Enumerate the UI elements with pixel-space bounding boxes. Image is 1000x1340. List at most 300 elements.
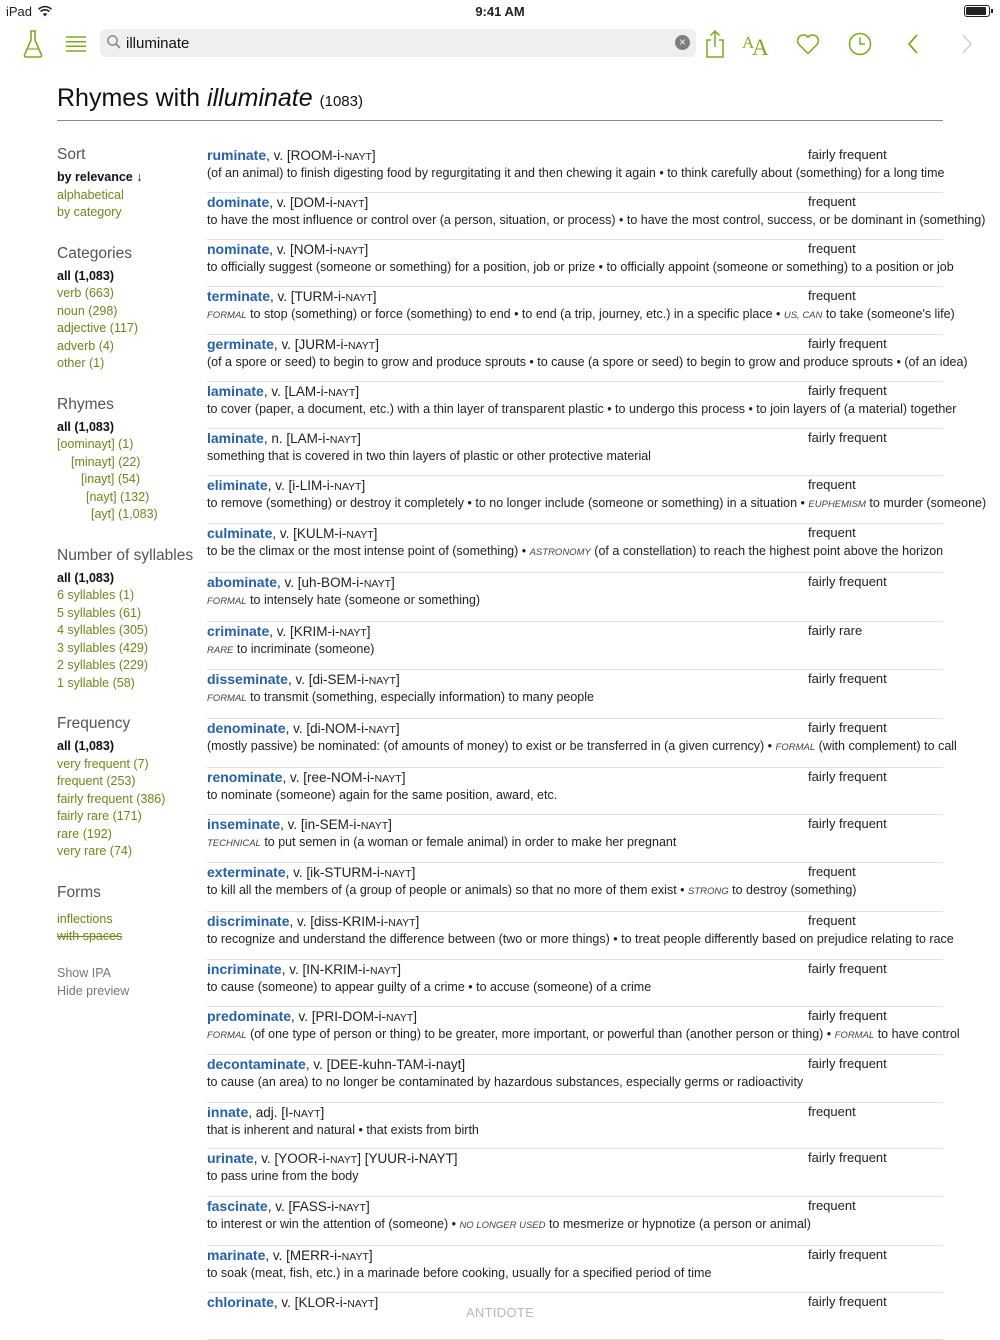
definition-text: (of an animal) to finish digesting food by regurgitating it and then chewing it again • to think carefully about (something) for a long time [207, 166, 945, 180]
entry-headword: dominate, v. [DOM-i-NAYT] [207, 193, 369, 210]
part-of-speech: v. [287, 817, 298, 833]
result-row[interactable] [207, 1197, 943, 1246]
pronunciation: FASS-i- [292, 1198, 339, 1214]
rhyme-filter[interactable]: all (1,083) [57, 419, 114, 434]
syllable-filter[interactable]: 5 syllables (61) [57, 605, 142, 620]
entry-definition [207, 642, 943, 656]
result-row[interactable] [207, 768, 943, 815]
clear-search-icon[interactable]: × [675, 35, 690, 50]
part-of-speech: v. [284, 574, 295, 590]
pronunciation-stress: NAYT [386, 1011, 414, 1024]
category-filter[interactable]: noun (298) [57, 303, 118, 318]
result-row[interactable] [207, 287, 955, 335]
syllable-filter[interactable]: 6 syllables (1) [57, 588, 135, 602]
frequency-list [57, 738, 197, 861]
part-of-speech: v. [275, 1198, 285, 1214]
entry-headword: culminate, v. [KULM-i-NAYT] [207, 524, 378, 541]
entry-word-link[interactable]: eliminate [207, 476, 268, 493]
rhyme-filter[interactable]: [inayt] (54) [81, 472, 141, 486]
result-row[interactable] [207, 335, 968, 382]
entry-word-link[interactable]: marinate [207, 1246, 266, 1263]
pronunciation: PRI-DOM-i- [315, 1008, 387, 1024]
results-list [207, 146, 987, 1340]
pronunciation-stress: NAYT [337, 197, 365, 210]
entry-headword: incriminate, v. [IN-KRIM-i-NAYT] [207, 960, 401, 977]
entry-headword: chlorinate, v. [KLOR-i-NAYT] [207, 1293, 379, 1310]
result-row[interactable] [207, 146, 943, 193]
pronunciation-stress: NAYT [337, 244, 365, 257]
battery-level [966, 7, 986, 15]
result-row[interactable] [207, 240, 954, 287]
sort-list [57, 169, 197, 222]
definition-text: to be the climax or the most intense point of (something) • [207, 543, 530, 558]
pronunciation: in-SEM-i- [304, 817, 361, 833]
entry-definition [207, 544, 943, 558]
entry-word-link[interactable]: disseminate [207, 671, 288, 688]
category-filter[interactable]: other (1) [57, 356, 105, 370]
definition-text: to murder (someone) [865, 495, 987, 510]
entry-headword: disseminate, v. [di-SEM-i-NAYT] [207, 671, 400, 688]
pronunciation-stress: NAYT [339, 626, 367, 639]
part-of-speech: v. [298, 1008, 309, 1024]
pronunciation: TURM-i- [294, 288, 346, 304]
definition-text: to recognize and understand the difference between (two or more things) • to treat people differently based on prejudice relating to race [207, 932, 954, 947]
frequency-filter[interactable]: frequent (253) [57, 774, 136, 788]
pronunciation-stress: NAYT [328, 386, 356, 399]
entry-word-link[interactable]: incriminate [207, 960, 282, 977]
pronunciation: di-NOM-i- [310, 721, 369, 737]
entry-headword: abominate, v. [uh-BOM-i-NAYT] [207, 573, 395, 590]
entry-word-link[interactable]: criminate [207, 622, 270, 639]
part-of-speech: v. [276, 241, 287, 257]
part-of-speech: v. [261, 1151, 271, 1167]
pronunciation-stress: NAYT [344, 151, 372, 163]
entry-word-link[interactable]: laminate [207, 429, 264, 446]
rhyme-filter[interactable]: [minayt] (22) [71, 454, 141, 469]
entry-word-link[interactable]: urinate [207, 1150, 254, 1167]
definition-text: to kill all the members of (a group of people or animals) so that no more of them exist • [207, 883, 688, 898]
clock-time: 9:41 AM [475, 4, 525, 19]
frequency-label: fairly frequent [808, 816, 887, 832]
entry-definition [207, 690, 943, 704]
title-word: illuminate [207, 84, 313, 112]
result-row[interactable] [207, 912, 954, 960]
pronunciation: MERR-i- [289, 1247, 342, 1263]
pronunciation: DOM-i- [293, 194, 338, 210]
pronunciation: ik-STURM-i- [310, 865, 385, 881]
battery-icon [964, 5, 990, 17]
frequency-label: frequent [808, 476, 856, 492]
forms-toggle-inflections[interactable]: inflections [57, 911, 113, 926]
frequency-filter[interactable]: fairly frequent (386) [57, 791, 166, 806]
entry-definition [207, 1169, 943, 1183]
entry-headword: nominate, v. [NOM-i-NAYT] [207, 240, 369, 257]
usage-label: RARE [207, 644, 234, 656]
frequency-label: fairly frequent [808, 147, 887, 162]
entry-word-link[interactable]: abominate [207, 573, 278, 590]
frequency-label: fairly frequent [808, 1246, 887, 1262]
syllables-list [57, 570, 197, 693]
definition-text: to cause (an area) to no longer be contaminated by hazardous substances, especially germs or radioactivity [207, 1075, 804, 1090]
frequency-label: frequent [808, 287, 856, 303]
frequency-filter[interactable]: very frequent (7) [57, 756, 149, 771]
entry-word-link[interactable]: discriminate [207, 913, 290, 930]
entry-definition [207, 212, 986, 227]
pronunciation-stress: NAYT [369, 964, 398, 977]
search-bar[interactable] [100, 29, 696, 57]
pronunciation: ] [YUUR-i-NAYT [357, 1151, 454, 1167]
entry-headword: criminate, v. [KRIM-i-NAYT] [207, 622, 371, 639]
pronunciation-stress: NAYT [374, 773, 402, 786]
pronunciation-stress: NAYT [360, 820, 389, 833]
usage-label: ASTRONOMY [529, 546, 591, 558]
entry-definition [207, 980, 943, 994]
syllable-filter[interactable]: all (1,083) [57, 570, 114, 585]
pronunciation-stress: NAYT [293, 1107, 321, 1120]
entry-definition [207, 1075, 943, 1089]
definition-text: to have the most influence or control over (a person, situation, or process) • to have the most control, success, or be dominant in (something) [207, 212, 986, 227]
status-bar [0, 0, 1000, 22]
pronunciation: diss-KRIM-i- [314, 914, 389, 930]
part-of-speech: v. [281, 336, 291, 352]
definition-text: to destroy (something) [728, 883, 857, 898]
pronunciation: I- [285, 1104, 294, 1120]
search-icon [106, 34, 122, 50]
svg-text:A: A [752, 35, 769, 60]
definition-text: to interest or win the attention of (someone) • [207, 1216, 460, 1231]
entry-word-link[interactable]: decontaminate [207, 1056, 306, 1073]
forms-list [57, 907, 197, 946]
result-row[interactable] [207, 719, 957, 768]
pronunciation-stress: NAYT [368, 675, 396, 688]
sort-option[interactable]: by category [57, 205, 122, 219]
device-label: iPad [6, 4, 33, 19]
entry-definition [207, 354, 968, 369]
pronunciation: DEE-kuhn-TAM-i-nayt [330, 1057, 462, 1073]
entry-headword: marinate, v. [MERR-i-NAYT] [207, 1246, 373, 1263]
definition-text: to cover (paper, a document, etc.) with a thin layer of transparent plastic • to undergo this process • to join layers of (a material) together [207, 401, 957, 416]
part-of-speech: n. [271, 430, 283, 446]
entry-headword: inseminate, v. [in-SEM-i-NAYT] [207, 816, 392, 833]
font-size-icon[interactable] [739, 28, 773, 60]
entry-definition [207, 401, 957, 416]
svg-text:A: A [742, 33, 755, 52]
result-row[interactable] [207, 1055, 943, 1103]
pronunciation: i-LIM-i- [292, 477, 335, 493]
forms-toggle-with-spaces[interactable]: with spaces [57, 929, 123, 943]
result-row[interactable] [207, 429, 943, 476]
pronunciation: NOM-i- [293, 241, 338, 257]
definition-text: to take (someone's life) [822, 306, 955, 321]
part-of-speech: v. [281, 1294, 291, 1310]
categories-heading: Categories [57, 244, 132, 262]
syllable-filter[interactable]: 4 syllables (305) [57, 623, 149, 637]
result-row[interactable] [207, 1007, 960, 1056]
entry-definition [207, 1217, 943, 1231]
pronunciation-stress: NAYT [329, 1154, 358, 1167]
result-row[interactable] [207, 863, 943, 912]
usage-label: EUPHEMISM [808, 498, 866, 510]
entry-headword: laminate, n. [LAM-i-NAYT] [207, 429, 361, 446]
result-row[interactable] [207, 1149, 943, 1197]
category-filter[interactable]: adverb (4) [57, 338, 114, 353]
result-row[interactable] [207, 1246, 943, 1293]
rhymes-heading: Rhymes [57, 395, 114, 413]
frequency-label: fairly frequent [808, 1056, 887, 1072]
syllable-filter[interactable]: 1 syllable (58) [57, 675, 135, 690]
definition-text: to transmit (something, especially information) to many people [246, 690, 594, 705]
definition-text: to officially suggest (someone or something) for a position, job or prize • to officially appoint (someone or something) to a position or job [207, 259, 954, 274]
pronunciation-stress: NAYT [368, 724, 396, 737]
frequency-label: frequent [808, 1103, 856, 1119]
definition-text: to intensely hate (someone or something) [246, 592, 481, 607]
syllable-filter[interactable]: 3 syllables (429) [57, 640, 149, 655]
syllables-heading: Number of syllables [57, 546, 194, 564]
pronunciation: JURM-i- [298, 336, 348, 352]
entry-headword: fascinate, v. [FASS-i-NAYT] [207, 1197, 370, 1214]
result-row[interactable] [207, 1103, 943, 1150]
entry-headword: ruminate, v. [ROOM-i-NAYT] [207, 147, 376, 163]
result-row[interactable] [207, 960, 943, 1007]
pronunciation-stress: NAYT [347, 1297, 375, 1310]
entry-word-link[interactable]: renominate [207, 769, 283, 786]
sort-option[interactable]: alphabetical [57, 187, 124, 202]
part-of-speech: v. [272, 1247, 283, 1263]
part-of-speech: v. [293, 721, 303, 737]
part-of-speech: v. [273, 148, 284, 163]
entry-word-link[interactable]: dominate [207, 193, 270, 210]
part-of-speech: v. [293, 865, 303, 881]
pronunciation-stress: NAYT [346, 528, 374, 541]
entry-definition [207, 593, 943, 607]
usage-label: NO LONGER USED [459, 1219, 546, 1231]
title-divider [57, 120, 943, 121]
frequency-label: frequent [808, 193, 856, 209]
frequency-label: fairly frequent [808, 1007, 887, 1023]
entry-headword: terminate, v. [TURM-i-NAYT] [207, 287, 377, 304]
entry-headword: eliminate, v. [i-LIM-i-NAYT] [207, 476, 366, 493]
result-row[interactable] [207, 193, 986, 240]
definition-text: to incriminate (someone) [233, 641, 375, 656]
entry-word-link[interactable]: chlorinate [207, 1293, 274, 1310]
sort-heading: Sort [57, 146, 86, 163]
entry-definition [207, 883, 943, 897]
usage-label: TECHNICAL [207, 838, 261, 850]
frequency-filter[interactable]: fairly rare (171) [57, 809, 142, 823]
part-of-speech: v. [289, 770, 300, 786]
pronunciation: KRIM-i- [293, 623, 340, 639]
part-of-speech: v. [289, 961, 299, 977]
pronunciation: LAM-i- [290, 430, 330, 446]
entry-definition [207, 1026, 960, 1041]
definition-text: that is inherent and natural • that exists from birth [207, 1122, 479, 1137]
pronunciation-stress: NAYT [334, 480, 362, 493]
usage-label: FORMAL [207, 693, 247, 705]
definition-text: to put semen in (a woman or female animal) in order to make her pregnant [260, 835, 677, 850]
entry-definition [207, 306, 955, 321]
entry-definition [207, 166, 943, 180]
pronunciation-stress: NAYT [388, 917, 416, 930]
usage-label: FORMAL [207, 309, 247, 321]
frequency-filter[interactable]: all (1,083) [57, 739, 114, 753]
part-of-speech: v. [271, 383, 281, 399]
definition-text: (with complement) to call [815, 739, 957, 754]
frequency-label: frequent [808, 913, 856, 929]
footer-brand: ANTIDOTE [465, 1305, 535, 1320]
show-ipa-toggle[interactable]: Show IPA [57, 965, 111, 980]
entry-headword: innate, adj. [I-NAYT] [207, 1103, 325, 1120]
entry-word-link[interactable]: culminate [207, 524, 273, 541]
usage-label: FORMAL [834, 1029, 875, 1041]
heart-icon[interactable] [792, 28, 824, 60]
pronunciation: LAM-i- [288, 383, 329, 399]
frequency-label: frequent [808, 240, 856, 256]
result-row[interactable] [207, 524, 943, 573]
pronunciation-stress: NAYT [341, 1250, 369, 1263]
result-row[interactable] [207, 670, 943, 719]
definition-text: (mostly passive) be nominated: (of amounts of money) to exist or be transferred in (a given currency) • [207, 739, 776, 754]
definition-text: to pass urine from the body [207, 1169, 359, 1184]
category-filter[interactable]: verb (663) [57, 286, 114, 300]
part-of-speech: adj. [255, 1104, 278, 1120]
entry-definition [207, 788, 943, 802]
definition-text: to have control [874, 1026, 960, 1041]
list-menu-icon[interactable] [60, 28, 92, 60]
frequency-heading: Frequency [57, 715, 131, 732]
part-of-speech: v. [313, 1057, 323, 1073]
share-icon[interactable] [699, 28, 731, 60]
syllable-filter[interactable]: 2 syllables (229) [57, 658, 149, 672]
clock-history-icon[interactable] [844, 28, 876, 60]
entry-word-link[interactable]: denominate [207, 720, 286, 737]
frequency-label: frequent [808, 864, 856, 880]
frequency-label: fairly frequent [808, 335, 887, 351]
frequency-filter[interactable]: rare (192) [57, 826, 112, 841]
usage-label: FORMAL [207, 1029, 247, 1041]
pronunciation-stress: NAYT [347, 339, 376, 352]
sort-option[interactable]: by relevance ↓ [57, 170, 143, 184]
entry-definition [207, 1123, 943, 1137]
entry-headword: urinate, v. [YOOR-i-NAYT] [YUUR-i-NAYT] [207, 1150, 458, 1167]
definition-text: (of one type of person or thing) to be greater, more important, or powerful than (another person or thing) • [246, 1026, 835, 1041]
entry-definition [207, 1266, 943, 1280]
toolbar [0, 22, 1000, 66]
frequency-label: fairly frequent [808, 1150, 887, 1166]
frequency-label: fairly frequent [808, 720, 887, 736]
definition-text: to soak (meat, fish, etc.) in a marinade before cooking, usually for a specified period of time [207, 1265, 712, 1280]
entry-word-link[interactable]: terminate [207, 287, 271, 304]
definition-text: (of a constellation) to reach the highest point above the horizon [590, 543, 944, 558]
frequency-label: frequent [808, 524, 856, 540]
title-count: (1083) [319, 93, 363, 110]
definition-text: to nominate (someone) again for the same position, award, etc. [207, 788, 558, 803]
definition-text: (of a spore or seed) to begin to grow and produce sprouts • to cause (a spore or seed) to begin to grow and produce sprouts • (of an idea) [207, 354, 968, 369]
frequency-label: fairly rare [808, 622, 863, 638]
part-of-speech: v. [297, 914, 307, 930]
usage-label: FORMAL [207, 595, 247, 607]
entry-word-link[interactable]: inseminate [207, 816, 281, 833]
result-row[interactable] [207, 476, 987, 524]
frequency-label: frequent [808, 1197, 856, 1213]
rhyme-filter[interactable]: [oominayt] (1) [57, 437, 134, 451]
pronunciation: ROOM-i- [290, 148, 345, 163]
entry-definition [207, 259, 954, 274]
entry-word-link[interactable]: fascinate [207, 1197, 268, 1214]
frequency-label: fairly frequent [808, 671, 887, 687]
definition-text: to stop (something) or force (something) to end • to end (a trip, journey, etc.) in a specific place • [246, 306, 784, 321]
part-of-speech: v. [276, 623, 287, 639]
pronunciation-stress: NAYT [363, 577, 392, 590]
part-of-speech: v. [295, 672, 305, 688]
entry-headword: laminate, v. [LAM-i-NAYT] [207, 382, 360, 399]
categories-list [57, 268, 197, 373]
definition-text: to remove (something) or destroy it completely • to no longer include (someone or something) in a situation • [207, 495, 809, 510]
entry-word-link[interactable]: laminate [207, 382, 264, 399]
usage-label: FORMAL [775, 742, 816, 754]
entry-word-link[interactable]: innate [207, 1103, 249, 1120]
result-row[interactable] [207, 815, 943, 863]
pronunciation: di-SEM-i- [312, 672, 369, 688]
result-row[interactable] [207, 573, 943, 622]
definition-text: to mesmerize or hypnotize (a person or animal) [545, 1216, 811, 1231]
pronunciation: ree-NOM-i- [307, 770, 375, 786]
entry-word-link[interactable]: germinate [207, 335, 274, 352]
entry-definition [207, 835, 943, 849]
pronunciation: IN-KRIM-i- [306, 961, 370, 977]
frequency-filter[interactable]: very rare (74) [57, 844, 133, 858]
page-title [57, 84, 363, 113]
back-chevron-icon[interactable] [897, 28, 929, 60]
part-of-speech: v. [277, 288, 288, 304]
entry-headword: renominate, v. [ree-NOM-i-NAYT] [207, 769, 406, 786]
part-of-speech: v. [279, 525, 290, 541]
hide-preview-toggle[interactable]: Hide preview [57, 983, 130, 998]
rhyme-filter[interactable]: [nayt] (132) [86, 489, 150, 504]
entry-word-link[interactable]: ruminate [207, 147, 267, 163]
frequency-label: fairly frequent [808, 769, 887, 785]
flask-icon[interactable] [17, 28, 49, 60]
part-of-speech: v. [275, 477, 285, 493]
category-filter[interactable]: adjective (117) [57, 321, 139, 335]
category-filter[interactable]: all (1,083) [57, 268, 114, 283]
frequency-label: fairly frequent [808, 382, 887, 398]
title-prefix: Rhymes with [57, 84, 208, 112]
definition-text: something that is covered in two thin layers of plastic or other protective material [207, 448, 651, 463]
entry-word-link[interactable]: exterminate [207, 864, 286, 881]
result-row[interactable] [207, 382, 957, 429]
entry-headword: decontaminate, v. [DEE-kuhn-TAM-i-nayt] [207, 1056, 466, 1073]
forward-chevron-icon[interactable] [951, 28, 983, 60]
search-input[interactable] [126, 32, 666, 54]
pronunciation: YOOR-i- [278, 1151, 330, 1167]
rhyme-filter[interactable]: [ayt] (1,083) [91, 507, 158, 521]
pronunciation-stress: NAYT [338, 1201, 366, 1214]
entry-headword: exterminate, v. [ik-STURM-i-NAYT] [207, 864, 416, 881]
entry-definition [207, 495, 987, 510]
filter-sidebar [57, 146, 197, 1000]
entry-headword: germinate, v. [JURM-i-NAYT] [207, 335, 379, 352]
part-of-speech: v. [276, 194, 287, 210]
pronunciation: uh-BOM-i- [301, 574, 364, 590]
result-row[interactable] [207, 622, 943, 671]
entry-definition [207, 739, 957, 754]
entry-word-link[interactable]: nominate [207, 240, 270, 257]
definition-text: to cause (someone) to appear guilty of a crime • to accuse (someone) of a crime [207, 979, 652, 994]
pronunciation: KULM-i- [296, 525, 347, 541]
frequency-label: fairly frequent [808, 573, 887, 589]
frequency-label: fairly frequent [808, 429, 887, 445]
entry-word-link[interactable]: predominate [207, 1007, 292, 1024]
